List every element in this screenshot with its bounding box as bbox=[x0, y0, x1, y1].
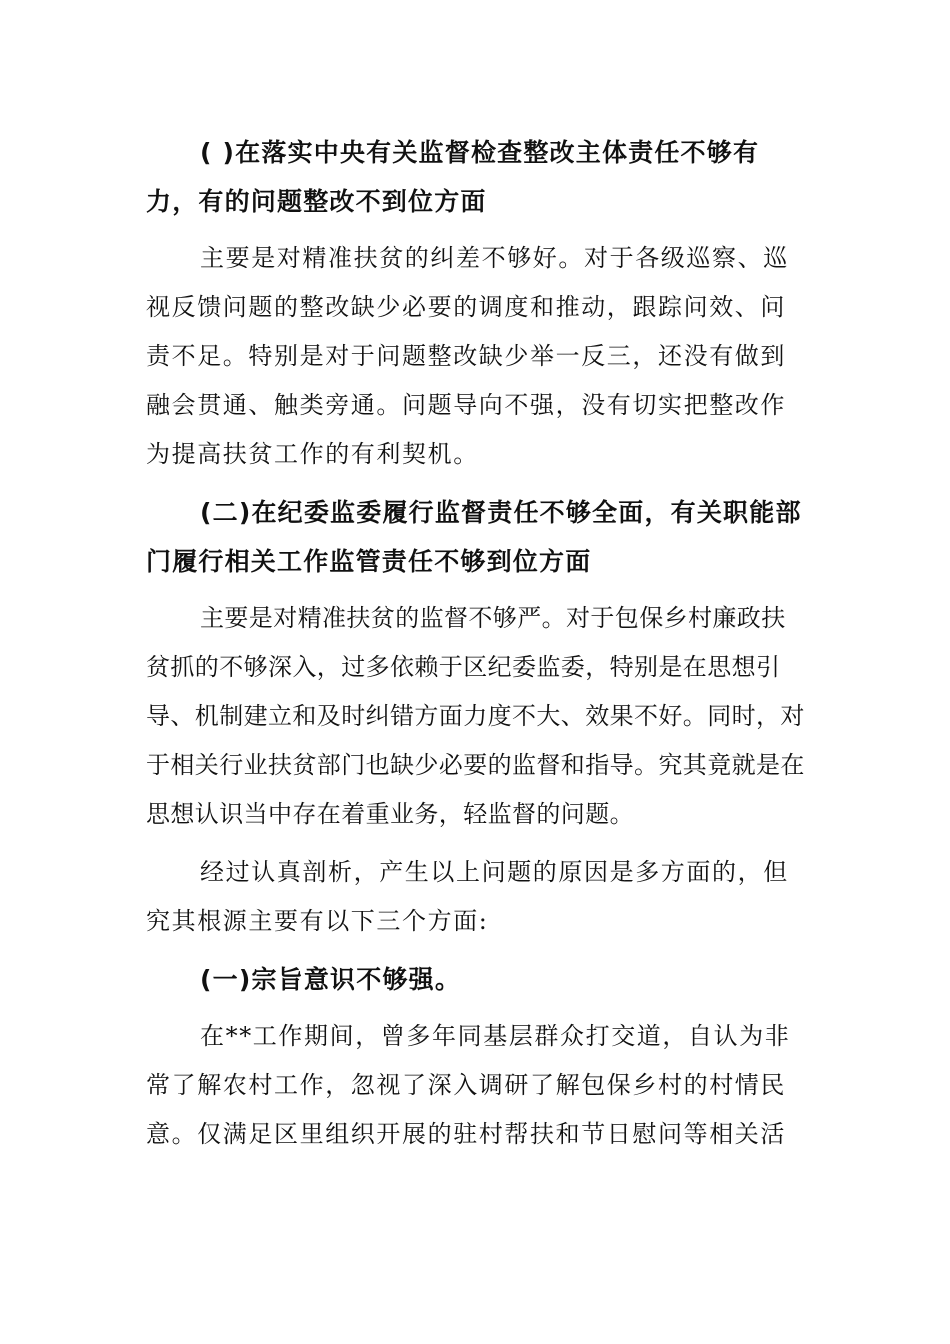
section-heading-2: (二)在纪委监委履行监督责任不够全面，有关职能部门履行相关工作监管责任不够到位方面 bbox=[146, 498, 802, 576]
paragraph-1: 主要是对精准扶贫的纠差不够好。对于各级巡察、巡视反馈问题的整改缺少必要的调度和推动，跟踪问效、问责不足。特别是对于问题整改缺少举一反三，还没有做到融会贯通、触类旁通。问题导向不强，没有切实把整改作为提高扶贫工作的有利契机。 bbox=[146, 244, 789, 468]
paragraph-2: 主要是对精准扶贫的监督不够严。对于包保乡村廉政扶贫抓的不够深入，过多依赖于区纪委监委，特别是在思想引导、机制建立和及时纠错方面力度不大、效果不好。同时，对于相关行业扶贫部门也缺少必要的监督和指导。究其竟就是在思想认识当中存在着重业务，轻监督的问题。 bbox=[146, 604, 805, 828]
document-body bbox=[146, 128, 806, 1168]
section-heading-3: (一)宗旨意识不够强。 bbox=[200, 965, 462, 994]
section-heading-1: ( )在落实中央有关监督检查整改主体责任不够有力，有的问题整改不到位方面 bbox=[146, 138, 760, 216]
paragraph-4: 在**工作期间，曾多年同基层群众打交道，自认为非常了解农村工作，忽视了深入调研了解包保乡村的村情民意。仅满足区里组织开展的驻村帮扶和节日慰问等相关活 bbox=[146, 1022, 791, 1148]
paragraph-3: 经过认真剖析，产生以上问题的原因是多方面的，但究其根源主要有以下三个方面: bbox=[146, 858, 789, 935]
